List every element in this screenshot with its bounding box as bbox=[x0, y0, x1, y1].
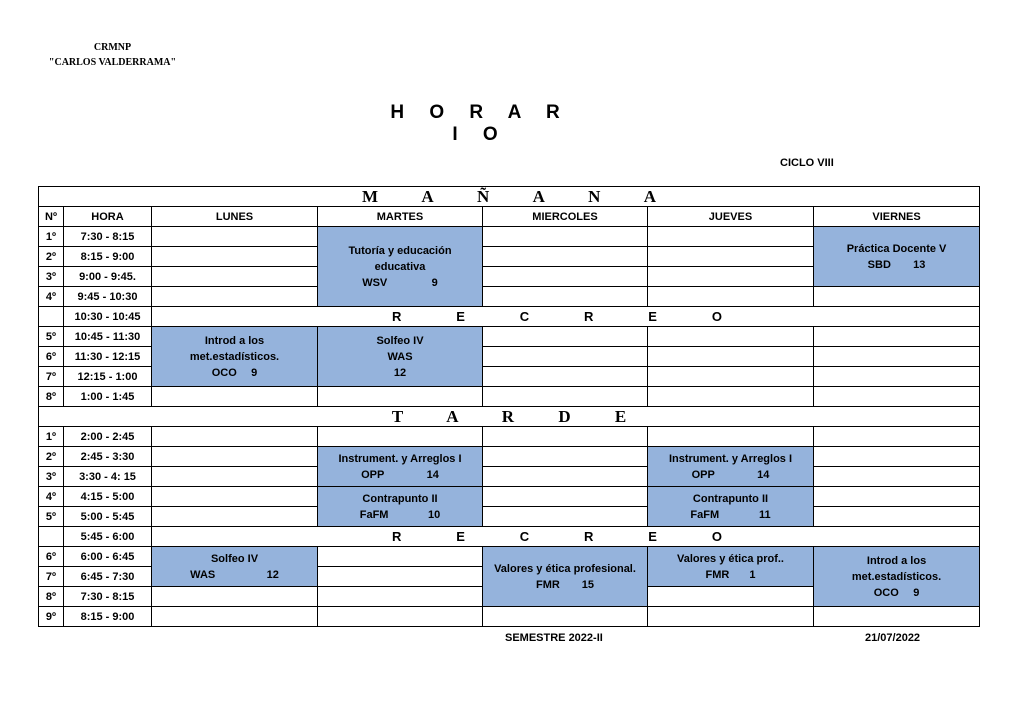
period-number: 7º bbox=[39, 567, 64, 587]
period-time: 11:30 - 12:15 bbox=[64, 347, 152, 367]
recess-label bbox=[152, 527, 980, 547]
course-practica-friday[interactable] bbox=[814, 227, 980, 287]
empty-slot bbox=[152, 387, 318, 407]
period-number: 1º bbox=[39, 427, 64, 447]
period-number: 4º bbox=[39, 287, 64, 307]
period-time: 6:45 - 7:30 bbox=[64, 567, 152, 587]
empty-slot bbox=[483, 447, 648, 467]
course-instrument-thursday[interactable] bbox=[648, 447, 814, 487]
empty-slot bbox=[814, 347, 980, 367]
table-row bbox=[39, 507, 980, 527]
recess-row bbox=[39, 527, 980, 547]
institution-name: "CARLOS VALDERRAMA" bbox=[48, 57, 177, 68]
table-row bbox=[39, 287, 980, 307]
course-room: 12 bbox=[393, 366, 407, 379]
empty-slot bbox=[648, 367, 814, 387]
period-number: 5º bbox=[39, 327, 64, 347]
empty-slot bbox=[814, 487, 980, 507]
empty-slot bbox=[483, 227, 648, 247]
course-code: OPP bbox=[361, 468, 385, 481]
course-code: FMR bbox=[535, 578, 560, 591]
empty-slot bbox=[483, 607, 648, 627]
period-time: 7:30 - 8:15 bbox=[64, 587, 152, 607]
course-tutoria-tuesday[interactable] bbox=[318, 227, 483, 307]
recess-letter: O bbox=[711, 528, 722, 544]
course-code: WAS bbox=[190, 568, 216, 581]
recess-letter: E bbox=[456, 308, 465, 324]
course-contrapunto-thursday[interactable] bbox=[648, 487, 814, 527]
course-name: Introd a los bbox=[866, 554, 927, 567]
course-estadisticos-friday[interactable] bbox=[814, 547, 980, 607]
period-number: 6º bbox=[39, 547, 64, 567]
course-name-continued: met.estadísticos. bbox=[851, 570, 942, 583]
recess-row bbox=[39, 307, 980, 327]
course-code: SBD bbox=[867, 258, 891, 271]
course-name: Tutoría y educación bbox=[348, 244, 452, 257]
period-number bbox=[39, 527, 64, 547]
table-row bbox=[39, 467, 980, 487]
course-room: 14 bbox=[757, 468, 770, 481]
course-code: OCO bbox=[211, 366, 237, 379]
period-number: 7º bbox=[39, 367, 64, 387]
course-room: 9 bbox=[431, 276, 438, 289]
period-number: 3º bbox=[39, 467, 64, 487]
recess-label bbox=[152, 307, 980, 327]
course-name: Práctica Docente V bbox=[846, 242, 947, 255]
empty-slot bbox=[318, 547, 483, 567]
empty-slot bbox=[814, 287, 980, 307]
empty-slot bbox=[483, 467, 648, 487]
course-estadisticos-monday[interactable] bbox=[152, 327, 318, 387]
period-time: 4:15 - 5:00 bbox=[64, 487, 152, 507]
period-number bbox=[39, 307, 64, 327]
period-number: 8º bbox=[39, 387, 64, 407]
course-code: FMR bbox=[705, 568, 730, 581]
period-time: 5:45 - 6:00 bbox=[64, 527, 152, 547]
empty-slot bbox=[152, 607, 318, 627]
course-name: Solfeo IV bbox=[210, 552, 259, 565]
course-instrument-tuesday[interactable] bbox=[318, 447, 483, 487]
recess-letter: O bbox=[711, 308, 722, 324]
empty-slot bbox=[814, 327, 980, 347]
period-time: 8:15 - 9:00 bbox=[64, 607, 152, 627]
period-time: 9:45 - 10:30 bbox=[64, 287, 152, 307]
empty-slot bbox=[648, 267, 814, 287]
period-time: 12:15 - 1:00 bbox=[64, 367, 152, 387]
period-number: 1º bbox=[39, 227, 64, 247]
table-row bbox=[39, 547, 980, 567]
empty-slot bbox=[814, 507, 980, 527]
table-row bbox=[39, 607, 980, 627]
empty-slot bbox=[483, 487, 648, 507]
empty-slot bbox=[648, 327, 814, 347]
empty-slot bbox=[648, 427, 814, 447]
course-name: Introd a los bbox=[204, 334, 265, 347]
period-number: 2º bbox=[39, 447, 64, 467]
course-code: OCO bbox=[873, 586, 899, 599]
empty-slot bbox=[152, 467, 318, 487]
period-time: 6:00 - 6:45 bbox=[64, 547, 152, 567]
table-row bbox=[39, 387, 980, 407]
column-header-thursday: JUEVES bbox=[648, 207, 814, 227]
period-time: 1:00 - 1:45 bbox=[64, 387, 152, 407]
course-room: 14 bbox=[426, 468, 439, 481]
empty-slot bbox=[814, 607, 980, 627]
column-header-friday: VIERNES bbox=[814, 207, 980, 227]
empty-slot bbox=[483, 347, 648, 367]
column-header-row bbox=[39, 207, 980, 227]
empty-slot bbox=[483, 367, 648, 387]
empty-slot bbox=[152, 587, 318, 607]
empty-slot bbox=[483, 287, 648, 307]
empty-slot bbox=[483, 247, 648, 267]
course-contrapunto-tuesday[interactable] bbox=[318, 487, 483, 527]
empty-slot bbox=[318, 427, 483, 447]
period-number: 6º bbox=[39, 347, 64, 367]
empty-slot bbox=[152, 427, 318, 447]
period-time: 2:00 - 2:45 bbox=[64, 427, 152, 447]
course-name: Valores y ética prof.. bbox=[677, 552, 784, 565]
period-number: 8º bbox=[39, 587, 64, 607]
period-time: 10:30 - 10:45 bbox=[64, 307, 152, 327]
course-valores-wednesday[interactable] bbox=[483, 547, 648, 607]
column-header-monday: LUNES bbox=[152, 207, 318, 227]
empty-slot bbox=[152, 227, 318, 247]
course-room: 12 bbox=[266, 568, 279, 581]
table-row bbox=[39, 447, 980, 467]
empty-slot bbox=[318, 587, 483, 607]
empty-slot bbox=[318, 607, 483, 627]
period-time: 2:45 - 3:30 bbox=[64, 447, 152, 467]
course-code: WAS bbox=[387, 350, 413, 363]
empty-slot bbox=[152, 447, 318, 467]
period-number: 2º bbox=[39, 247, 64, 267]
period-time: 7:30 - 8:15 bbox=[64, 227, 152, 247]
empty-slot bbox=[152, 267, 318, 287]
cycle-label: CICLO VIII bbox=[780, 157, 834, 169]
recess-letter: E bbox=[456, 528, 465, 544]
course-code: FaFM bbox=[359, 508, 389, 521]
recess-letter: C bbox=[519, 308, 530, 324]
course-code: WSV bbox=[362, 276, 388, 289]
recess-letter: E bbox=[648, 308, 657, 324]
course-name: Contrapunto II bbox=[692, 492, 769, 505]
table-row bbox=[39, 427, 980, 447]
empty-slot bbox=[814, 447, 980, 467]
semester-label: SEMESTRE 2022-II bbox=[505, 632, 603, 644]
empty-slot bbox=[318, 567, 483, 587]
course-name: Contrapunto II bbox=[362, 492, 438, 505]
course-name: Solfeo IV bbox=[376, 334, 424, 347]
period-number: 9º bbox=[39, 607, 64, 627]
period-time: 9:00 - 9:45. bbox=[64, 267, 152, 287]
course-room: 10 bbox=[427, 508, 441, 521]
empty-slot bbox=[483, 327, 648, 347]
empty-slot bbox=[152, 507, 318, 527]
schedule-table bbox=[38, 186, 980, 627]
empty-slot bbox=[814, 387, 980, 407]
empty-slot bbox=[814, 367, 980, 387]
institution-acronym: CRMNP bbox=[93, 42, 132, 53]
recess-letter: R bbox=[584, 308, 594, 324]
recess-letter: C bbox=[519, 528, 530, 544]
course-name: Valores y ética profesional. bbox=[494, 562, 636, 575]
column-header-tuesday: MARTES bbox=[318, 207, 483, 227]
period-time: 3:30 - 4: 15 bbox=[64, 467, 152, 487]
period-number: 5º bbox=[39, 507, 64, 527]
empty-slot bbox=[814, 427, 980, 447]
empty-slot bbox=[648, 387, 814, 407]
table-row bbox=[39, 327, 980, 347]
empty-slot bbox=[483, 507, 648, 527]
recess-letter: E bbox=[648, 528, 657, 544]
morning-section-header: M A Ñ A N A bbox=[39, 187, 980, 207]
empty-slot bbox=[152, 487, 318, 507]
page-title: H O R A R I O bbox=[390, 102, 570, 145]
empty-slot bbox=[318, 387, 483, 407]
column-header-wednesday: MIERCOLES bbox=[483, 207, 648, 227]
course-code: OPP bbox=[691, 468, 715, 481]
empty-slot bbox=[483, 427, 648, 447]
date-label: 21/07/2022 bbox=[865, 632, 921, 644]
course-code: FaFM bbox=[690, 508, 720, 521]
empty-slot bbox=[648, 347, 814, 367]
period-time: 8:15 - 9:00 bbox=[64, 247, 152, 267]
period-number: 4º bbox=[39, 487, 64, 507]
empty-slot bbox=[483, 267, 648, 287]
course-room: 1 bbox=[749, 568, 756, 581]
empty-slot bbox=[648, 247, 814, 267]
course-solfeo-monday[interactable] bbox=[152, 547, 318, 587]
course-solfeo-tuesday[interactable] bbox=[318, 327, 483, 387]
recess-letter: R bbox=[584, 528, 594, 544]
empty-slot bbox=[648, 287, 814, 307]
course-room: 15 bbox=[581, 578, 594, 591]
course-valores-thursday[interactable] bbox=[648, 547, 814, 587]
course-name: Instrument. y Arreglos I bbox=[668, 452, 793, 465]
table-row bbox=[39, 227, 980, 247]
afternoon-section-header: T A R D E bbox=[39, 407, 980, 427]
period-number: 3º bbox=[39, 267, 64, 287]
empty-slot bbox=[648, 227, 814, 247]
column-header-number: Nº bbox=[39, 207, 64, 227]
recess-letter: R bbox=[392, 308, 402, 324]
column-header-hour: HORA bbox=[64, 207, 152, 227]
table-row bbox=[39, 487, 980, 507]
course-name: Instrument. y Arreglos I bbox=[338, 452, 462, 465]
course-room: 11 bbox=[758, 508, 771, 521]
course-name-continued: educativa bbox=[374, 260, 426, 273]
course-room: 9 bbox=[251, 366, 258, 379]
recess-letter: R bbox=[392, 528, 402, 544]
empty-slot bbox=[152, 287, 318, 307]
empty-slot bbox=[648, 587, 814, 607]
empty-slot bbox=[152, 247, 318, 267]
period-time: 10:45 - 11:30 bbox=[64, 327, 152, 347]
empty-slot bbox=[814, 467, 980, 487]
course-name-continued: met.estadísticos. bbox=[189, 350, 280, 363]
period-time: 5:00 - 5:45 bbox=[64, 507, 152, 527]
course-room: 13 bbox=[913, 258, 926, 271]
empty-slot bbox=[483, 387, 648, 407]
course-room: 9 bbox=[913, 586, 920, 599]
empty-slot bbox=[648, 607, 814, 627]
